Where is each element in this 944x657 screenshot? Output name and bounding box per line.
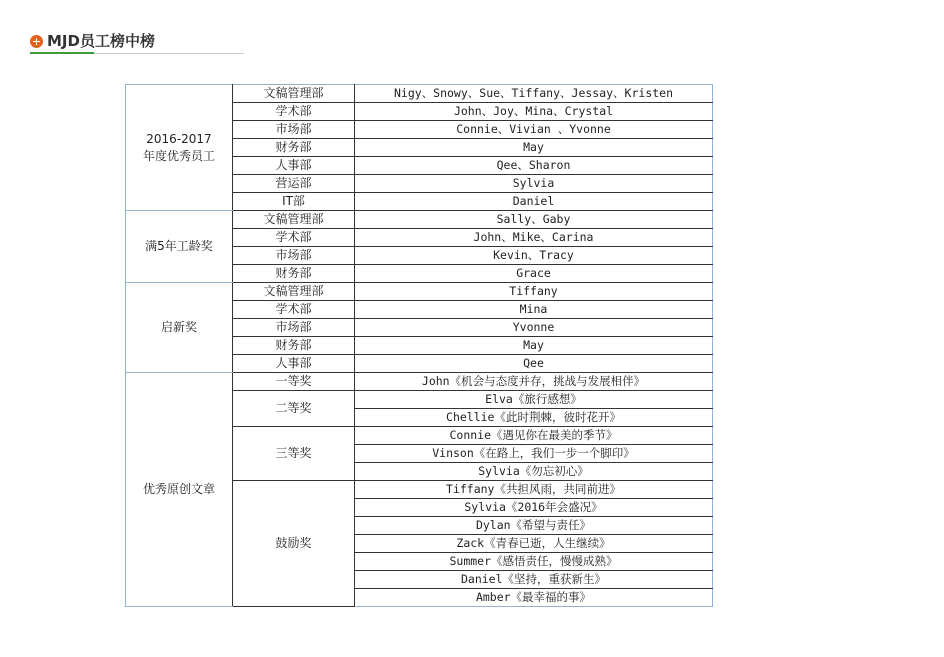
table-row [126, 373, 713, 391]
award-subcategory: 学术部 [233, 229, 355, 247]
award-subcategory: 学术部 [233, 103, 355, 121]
award-subcategory: 三等奖 [233, 427, 355, 481]
award-recipients: Grace [355, 265, 713, 283]
award-recipients: Sylvia《勿忘初心》 [355, 463, 713, 481]
award-recipients: Sylvia《2016年会盛况》 [355, 499, 713, 517]
award-recipients: Mina [355, 301, 713, 319]
table-row [126, 283, 713, 301]
award-subcategory: 学术部 [233, 301, 355, 319]
award-subcategory: 财务部 [233, 139, 355, 157]
award-subcategory: 财务部 [233, 337, 355, 355]
award-subcategory: IT部 [233, 193, 355, 211]
award-recipients: Dylan《希望与责任》 [355, 517, 713, 535]
table-row [126, 211, 713, 229]
heading-divider-accent [30, 52, 94, 54]
award-recipients: Connie《遇见你在最美的季节》 [355, 427, 713, 445]
plus-circle-icon [30, 35, 43, 48]
award-subcategory: 市场部 [233, 247, 355, 265]
page-title: MJD员工榜中榜 [47, 32, 155, 50]
award-recipients: Daniel《坚持，重获新生》 [355, 571, 713, 589]
award-recipients: Qee [355, 355, 713, 373]
award-recipients: Sylvia [355, 175, 713, 193]
award-subcategory: 人事部 [233, 355, 355, 373]
award-subcategory: 市场部 [233, 121, 355, 139]
table-row [126, 85, 713, 103]
award-recipients: May [355, 337, 713, 355]
award-recipients: May [355, 139, 713, 157]
award-recipients: Qee、Sharon [355, 157, 713, 175]
award-subcategory: 人事部 [233, 157, 355, 175]
awards-table [125, 84, 713, 607]
award-subcategory: 营运部 [233, 175, 355, 193]
award-recipients: Yvonne [355, 319, 713, 337]
award-subcategory: 二等奖 [233, 391, 355, 427]
page-heading [30, 30, 244, 55]
award-recipients: Nigy、Snowy、Sue、Tiffany、Jessay、Kristen [355, 85, 713, 103]
award-recipients: Sally、Gaby [355, 211, 713, 229]
award-subcategory: 文稿管理部 [233, 85, 355, 103]
award-recipients: John、Joy、Mina、Crystal [355, 103, 713, 121]
award-recipients: Connie、Vivian 、Yvonne [355, 121, 713, 139]
award-subcategory: 财务部 [233, 265, 355, 283]
award-recipients: Elva《旅行感想》 [355, 391, 713, 409]
award-category: 优秀原创文章 [126, 373, 233, 607]
award-category: 启新奖 [126, 283, 233, 373]
award-recipients: John《机会与态度并存，挑战与发展相伴》 [355, 373, 713, 391]
award-recipients: Vinson《在路上，我们一步一个脚印》 [355, 445, 713, 463]
award-subcategory: 一等奖 [233, 373, 355, 391]
award-recipients: Daniel [355, 193, 713, 211]
award-recipients: Amber《最幸福的事》 [355, 589, 713, 607]
award-subcategory: 市场部 [233, 319, 355, 337]
award-recipients: John、Mike、Carina [355, 229, 713, 247]
award-category: 满5年工龄奖 [126, 211, 233, 283]
award-subcategory: 文稿管理部 [233, 283, 355, 301]
award-recipients: Zack《青春已逝，人生继续》 [355, 535, 713, 553]
award-recipients: Tiffany《共担风雨，共同前进》 [355, 481, 713, 499]
award-subcategory: 鼓励奖 [233, 481, 355, 607]
award-recipients: Chellie《此时荆棘，彼时花开》 [355, 409, 713, 427]
award-category: 2016-2017 年度优秀员工 [126, 85, 233, 211]
award-subcategory: 文稿管理部 [233, 211, 355, 229]
award-recipients: Tiffany [355, 283, 713, 301]
award-recipients: Summer《感悟责任，慢慢成熟》 [355, 553, 713, 571]
award-recipients: Kevin、Tracy [355, 247, 713, 265]
